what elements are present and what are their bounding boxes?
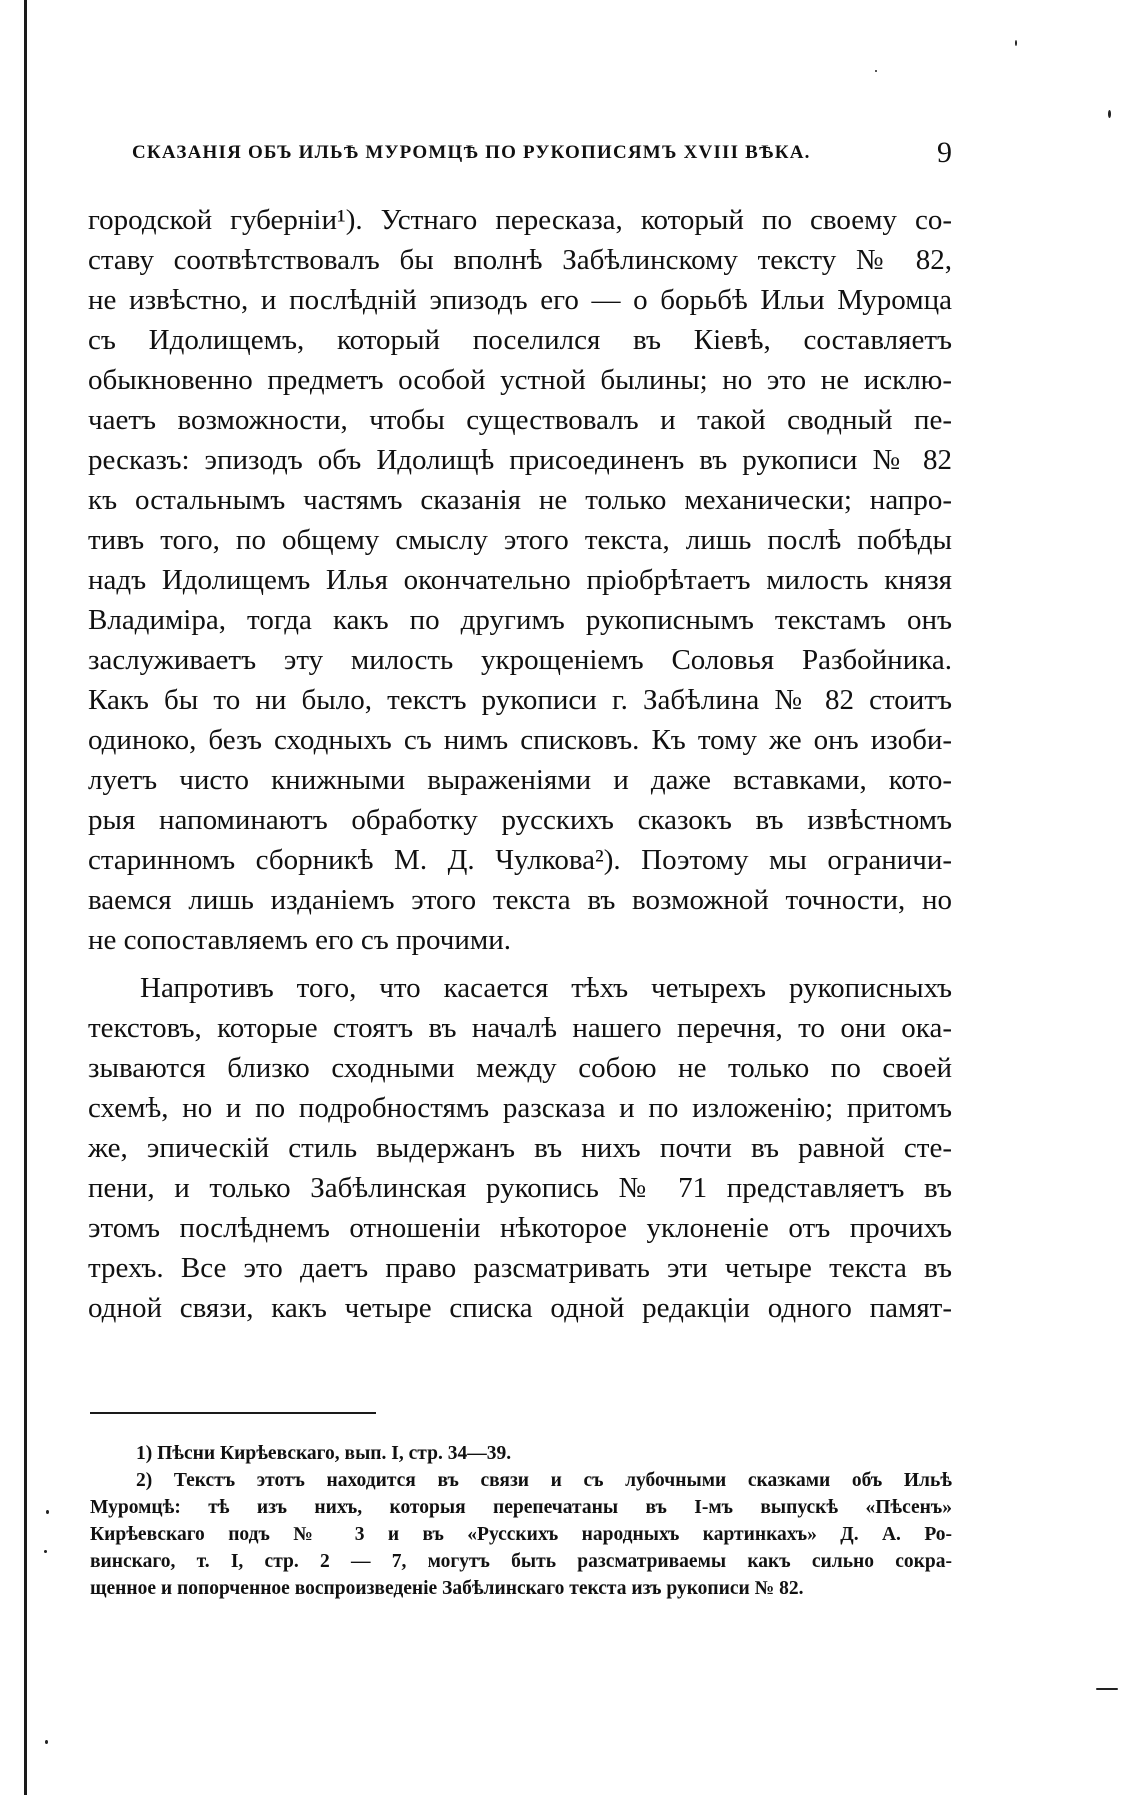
footnote-rule [90,1412,376,1414]
text-line: не сопоставляемъ его съ прочими. [88,924,512,956]
paragraph-1 [88,200,952,960]
footnote-line: щенное и попорченное воспроизведеніе Забѣлинскаго текста изъ рукописи № 82. [90,1578,804,1599]
text-line: городской губерніи¹). Устнаго пересказа, который по своему со- [88,204,952,236]
text-line: луетъ чисто книжными выраженіями и даже вставками, кото- [88,764,952,796]
text-line: съ Идолищемъ, который поселился въ Кіевѣ, составляетъ [88,324,952,356]
text-line: одиноко, безъ сходныхъ съ нимъ списковъ. Къ тому же онъ изоби- [88,724,952,756]
text-line: трехъ. Все это даетъ право разсматривать эти четыре текста въ [88,1252,952,1284]
text-line: ставу соотвѣтствовалъ бы вполнѣ Забѣлинскому тексту № 82, [88,244,952,276]
page-number: 9 [937,136,952,169]
footnote-2 [90,1467,952,1602]
text-line: Какъ бы то ни было, текстъ рукописи г. Забѣлина № 82 стоитъ [88,684,952,716]
paragraph-2 [88,968,952,1328]
text-line: заслуживаетъ эту милость укрощеніемъ Соловья Разбойника. [88,644,952,676]
footnote-line: 2) Текстъ этотъ находится въ связи и съ лубочными сказками объ Ильѣ [136,1470,952,1491]
print-speck [46,1510,49,1514]
footnote-line: Кирѣевскаго подъ № 3 и въ «Русскихъ народныхъ картинкахъ» Д. А. Ро- [90,1524,952,1545]
text-line: Владиміра, тогда какъ по другимъ рукописнымъ текстамъ онъ [88,604,952,636]
text-line: старинномъ сборникѣ М. Д. Чулкова²). Поэтому мы ограничи- [88,844,952,876]
print-speck [45,1740,48,1744]
footnote-line: Муромцѣ: тѣ изъ нихъ, которыя перепечатаны въ I-мъ выпускѣ «Пѣсенъ» [90,1497,952,1518]
footnote-1 [90,1440,952,1467]
text-line: рыя напоминаютъ обработку русскихъ сказокъ въ извѣстномъ [88,804,952,836]
paragraph-gap [88,960,952,968]
footnote-line: 1) Пѣсни Кирѣевскаго, вып. I, стр. 34—39. [136,1443,512,1464]
running-head [132,136,952,176]
print-speck [875,70,877,72]
text-line: же, эпическій стиль выдержанъ въ нихъ почти въ равной сте- [88,1132,952,1164]
page-edge [24,0,27,1795]
text-line: ресказъ: эпизодъ объ Идолищѣ присоединенъ въ рукописи № 82 [88,444,952,476]
text-line: обыкновенно предметъ особой устной былины; но это не исклю- [88,364,952,396]
text-line: чаетъ возможности, чтобы существовалъ и такой сводный пе- [88,404,952,436]
text-line: схемѣ, но и по подробностямъ разсказа и по изложенію; притомъ [88,1092,952,1124]
text-line: не извѣстно, и послѣдній эпизодъ его — о борьбѣ Ильи Муромца [88,284,952,316]
text-line: текстовъ, которые стоятъ въ началѣ нашего перечня, то они ока- [88,1012,952,1044]
print-speck [1096,1688,1118,1690]
footnotes [90,1440,952,1602]
text-line: ваемся лишь изданіемъ этого текста въ возможной точности, но [88,884,952,916]
print-speck [44,1550,47,1553]
text-line: надъ Идолищемъ Илья окончательно пріобрѣтаетъ милость князя [88,564,952,596]
body-text [88,200,952,1328]
footnote-line: винскаго, т. I, стр. 2 — 7, могутъ быть разсматриваемы какъ сильно сокра- [90,1551,952,1572]
print-speck [1108,110,1111,118]
text-line: зываются близко сходными между собою не только по своей [88,1052,952,1084]
running-title: СКАЗАНІЯ ОБЪ ИЛЬѢ МУРОМЦѢ ПО РУКОПИСЯМЪ XVIII ВѢКА. [132,142,811,163]
text-line: къ остальнымъ частямъ сказанія не только механически; напро- [88,484,952,516]
print-speck [1015,40,1017,46]
text-line: Напротивъ того, что касается тѣхъ четырехъ рукописныхъ [140,972,952,1004]
text-line: пени, и только Забѣлинская рукопись № 71 представляетъ въ [88,1172,952,1204]
text-line: этомъ послѣднемъ отношеніи нѣкоторое уклоненіе отъ прочихъ [88,1212,952,1244]
text-line: одной связи, какъ четыре списка одной редакціи одного памят- [88,1292,952,1324]
text-line: тивъ того, по общему смыслу этого текста, лишь послѣ побѣды [88,524,952,556]
